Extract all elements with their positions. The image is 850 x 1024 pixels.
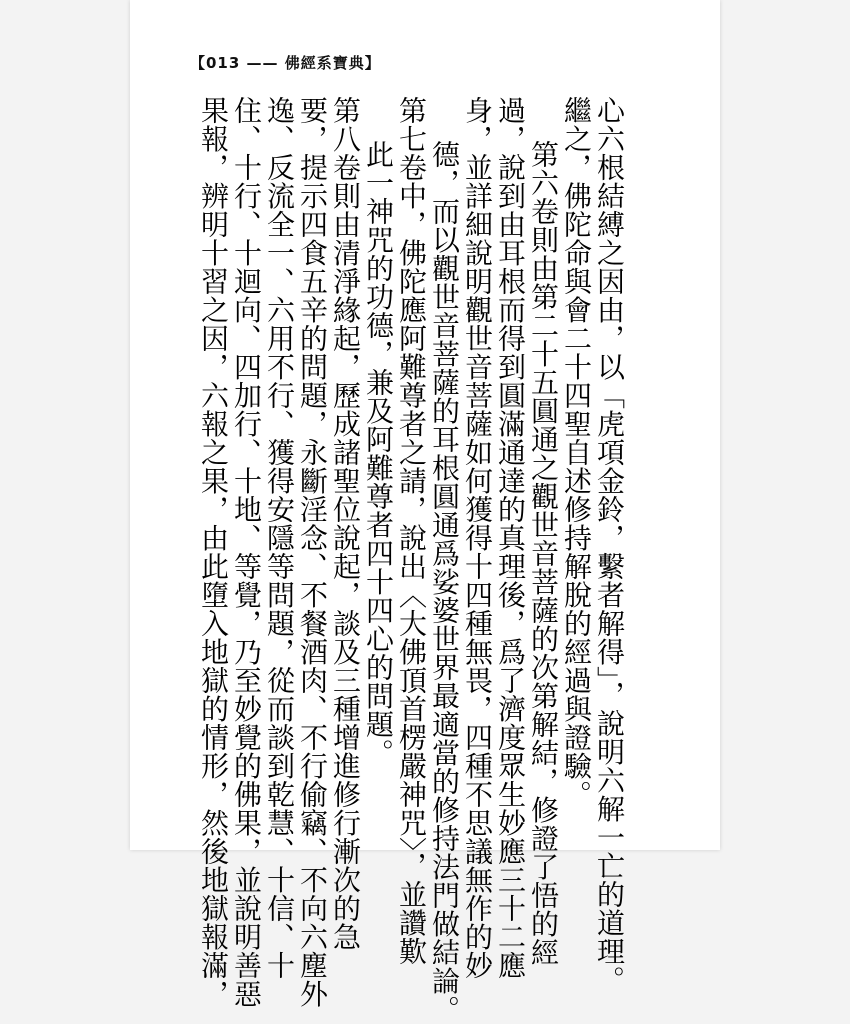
- text-column: 繼之，佛陀命與會二十四聖自述修持解脫的經過與證驗。: [560, 96, 594, 809]
- text-column: 要，提示四食五辛的問題，永斷淫念、不餐酒肉、不行偷竊、不向六塵外: [296, 96, 330, 1008]
- text-column: 心六根結縛之因由，以「虎項金鈴，繫者解得」，說明六解一亡的道理。: [593, 96, 627, 994]
- text-column: 果報，辨明十習之因，六報之果，由此墮入地獄的情形，然後地獄報滿，: [197, 96, 231, 1008]
- text-column: 第六卷則由第二十五圓通之觀世音菩薩的次第解結，修證了悟的經: [527, 140, 561, 967]
- text-column: 德，而以觀世音菩薩的耳根圓通爲娑婆世界最適當的修持法門做結論。: [428, 140, 462, 1024]
- running-head: 【013 —— 佛經系寶典】: [190, 54, 381, 72]
- text-column: 此一神咒的功德，兼及阿難尊者四十四心的問題。: [362, 140, 396, 767]
- text-column: 第七卷中，佛陀應阿難尊者之請，說出〈大佛頂首楞嚴神咒〉，並讚歎: [395, 96, 429, 966]
- text-column: 第八卷則由清淨緣起，歷成諸聖位說起，談及三種增進修行漸次的急: [329, 96, 363, 951]
- text-column: 逸、反流全一、六用不行、獲得安隱等問題，從而談到乾慧、十信、十: [263, 96, 297, 980]
- text-column: 身，並詳細說明觀世音菩薩如何獲得十四種無畏，四種不思議無作的妙: [461, 96, 495, 980]
- text-column: 住、十行、十迴向、四加行、十地、等覺，乃至妙覺的佛果，並說明善惡: [230, 96, 264, 1008]
- text-column: 過，說到由耳根而得到圓滿通達的真理後，爲了濟度眾生妙應三十二應: [494, 96, 528, 980]
